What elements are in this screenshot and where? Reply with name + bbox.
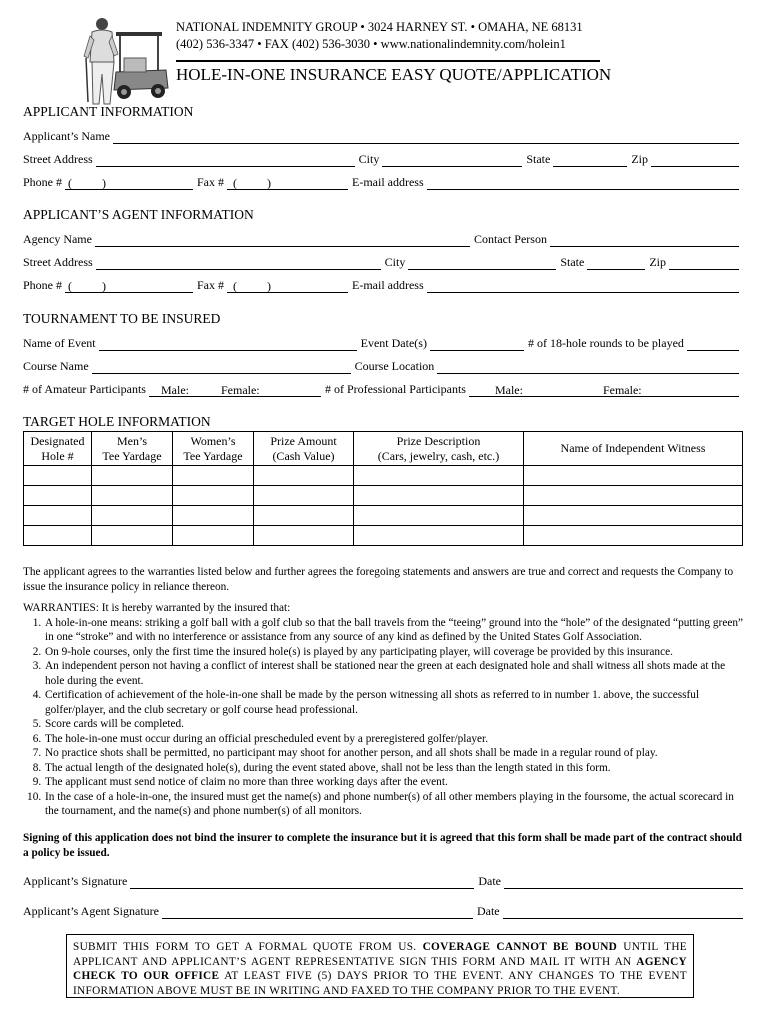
applicant-street-field[interactable]: [96, 154, 355, 167]
warranties-block: [23, 601, 747, 819]
table-row: [24, 466, 743, 486]
applicant-section-heading: APPLICANT INFORMATION: [23, 104, 194, 119]
agent-email-field[interactable]: [427, 280, 739, 293]
agent-state-field[interactable]: [587, 257, 645, 270]
applicant-email-label: E-mail address: [352, 175, 424, 189]
course-row: [23, 358, 743, 374]
col-prize-amount: Prize Amount (Cash Value): [254, 432, 354, 466]
applicant-phone-field[interactable]: ( ): [65, 177, 193, 190]
col-womens-yardage: Women’s Tee Yardage: [173, 432, 254, 466]
applicant-date-field[interactable]: [504, 876, 743, 889]
applicant-email-field[interactable]: [427, 177, 739, 190]
amateur-field[interactable]: [149, 384, 321, 397]
applicant-name-label: Applicant’s Name: [23, 129, 110, 143]
amateur-label: # of Amateur Participants: [23, 382, 146, 396]
course-location-field[interactable]: [437, 361, 739, 374]
course-location-label: Course Location: [354, 359, 435, 373]
warranty-item: 5. Score cards will be completed.: [44, 717, 747, 732]
amateur-female-label: Female:: [220, 383, 260, 397]
warranty-item: 7. No practice shots shall be permitted, no participant may shoot for another person, and all shots shall be made in a regular round of play.: [44, 746, 747, 761]
pro-male-label: Male:: [494, 383, 523, 397]
professional-label: # of Professional Participants: [324, 382, 466, 396]
table-row: [24, 486, 743, 506]
warranty-item: 8. The actual length of the designated hole(s), during the event stated above, shall not be less than the length stated in this form.: [44, 761, 747, 776]
agency-name-label: Agency Name: [23, 232, 92, 246]
agent-email-label: E-mail address: [352, 278, 424, 292]
applicant-signature-row: [23, 874, 743, 889]
warranty-item: 9. The applicant must send notice of claim no more than three working days after the event.: [44, 775, 747, 790]
col-mens-yardage: Men’s Tee Yardage: [92, 432, 173, 466]
company-contact: (402) 536-3347 • FAX (402) 536-3030 • www.nationalindemnity.com/holein1: [176, 37, 566, 51]
warranty-item: 10. In the case of a hole-in-one, the insured must get the name(s) and phone number(s) of all other members playing in the foursome, the actual scorecard in the tournament, and the name(s) and phone number(s) of all monitors.: [44, 790, 747, 819]
submit-instructions-box: SUBMIT THIS FORM TO GET A FORMAL QUOTE FROM US. COVERAGE CANNOT BE BOUND UNTIL THE APPLICANT AND APPLICANT’S AGENT REPRESENTATIVE SIGN THIS FORM AND MAIL IT WITH AN AGENCY CHECK TO OUR OFFICE AT LEAST FIVE (5) DAYS PRIOR TO THE EVENT. ANY CHANGES TO THE EVENT INFORMATION ABOVE MUST BE IN WRITING AND FAXED TO THE COMPANY PRIOR TO THE EVENT.: [66, 934, 694, 998]
applicant-state-label: State: [526, 152, 551, 166]
col-prize-description: Prize Description (Cars, jewelry, cash, etc.): [354, 432, 524, 466]
agent-date-label: Date: [476, 904, 500, 918]
golfer-icon: [84, 18, 118, 104]
event-dates-field[interactable]: [430, 338, 524, 351]
agent-signature-row: [23, 904, 743, 919]
agent-street-label: Street Address: [23, 255, 93, 269]
agent-section-heading: APPLICANT’S AGENT INFORMATION: [23, 207, 254, 222]
applicant-state-field[interactable]: [553, 154, 627, 167]
golfer-cart-illustration: [80, 14, 172, 106]
agency-row: [23, 231, 743, 247]
applicant-city-label: City: [358, 152, 380, 166]
warranty-item: 6. The hole-in-one must occur during an official prescheduled event by a preregistered golfer/player.: [44, 732, 747, 747]
table-row: [24, 526, 743, 546]
event-dates-label: Event Date(s): [360, 336, 427, 350]
agent-date-field[interactable]: [503, 906, 743, 919]
warranty-item: 1. A hole-in-one means: striking a golf ball with a golf club so that the ball travels from the “teeing” ground into the “hole” of the designated “putting green” in one “stroke” and with no interference or assistance from any source of any kind as defined by the United States Golf Association.: [44, 616, 747, 645]
golf-cart-icon: [114, 32, 168, 99]
agent-fax-field[interactable]: ( ): [227, 280, 348, 293]
table-row: [24, 506, 743, 526]
event-name-field[interactable]: [99, 338, 357, 351]
agent-signature-field[interactable]: [162, 906, 473, 919]
amateur-male-label: Male:: [160, 383, 189, 397]
agent-state-label: State: [560, 255, 585, 269]
agent-zip-field[interactable]: [669, 257, 739, 270]
target-hole-table: [23, 431, 743, 546]
agent-street-field[interactable]: [96, 257, 381, 270]
applicant-zip-field[interactable]: [651, 154, 739, 167]
contact-person-field[interactable]: [550, 234, 739, 247]
col-designated-hole: Designated Hole #: [24, 432, 92, 466]
agent-city-field[interactable]: [408, 257, 556, 270]
applicant-city-field[interactable]: [382, 154, 522, 167]
event-name-label: Name of Event: [23, 336, 96, 350]
company-address: NATIONAL INDEMNITY GROUP • 3024 HARNEY ST. • OMAHA, NE 68131: [176, 20, 583, 34]
event-row: [23, 335, 743, 351]
warranty-item: 3. An independent person not having a conflict of interest shall be stationed near the green at each designated hole and shall witness all shots made at the hole during the event.: [44, 659, 747, 688]
applicant-signature-field[interactable]: [130, 876, 474, 889]
tournament-section-heading: TOURNAMENT TO BE INSURED: [23, 311, 221, 326]
course-name-label: Course Name: [23, 359, 89, 373]
agent-city-label: City: [384, 255, 406, 269]
target-section-heading: TARGET HOLE INFORMATION: [23, 414, 211, 429]
applicant-date-label: Date: [478, 874, 501, 888]
agent-fax-label: Fax #: [197, 278, 224, 292]
agent-zip-label: Zip: [649, 255, 666, 269]
header-rule: [176, 60, 600, 62]
agent-phone-field[interactable]: ( ): [65, 280, 193, 293]
rounds-label: # of 18-hole rounds to be played: [527, 336, 684, 350]
warranties-intro: WARRANTIES: It is hereby warranted by the insured that:: [23, 602, 291, 614]
contact-person-label: Contact Person: [473, 232, 547, 246]
signing-note: Signing of this application does not bind the insurer to complete the insurance but it is agreed that this form shall be made part of the contract should a policy be issued.: [23, 832, 742, 859]
applicant-name-row: [23, 128, 743, 144]
agent-signature-label: Applicant’s Agent Signature: [23, 904, 159, 918]
agent-phone-row: [23, 277, 743, 293]
applicant-street-label: Street Address: [23, 152, 93, 166]
pro-female-label: Female:: [602, 383, 642, 397]
coverage-warning: COVERAGE CANNOT BE BOUND: [422, 941, 618, 953]
agency-check-note: AGENCY CHECK TO OUR OFFICE: [73, 955, 687, 982]
applicant-name-field[interactable]: [113, 131, 739, 144]
applicant-zip-label: Zip: [631, 152, 648, 166]
applicant-phone-row: [23, 174, 743, 190]
applicant-signature-label: Applicant’s Signature: [23, 874, 128, 888]
applicant-phone-label: Phone #: [23, 175, 62, 189]
page-title: HOLE-IN-ONE INSURANCE EASY QUOTE/APPLICATION: [176, 65, 612, 84]
course-name-field[interactable]: [92, 361, 351, 374]
warranties-list: [23, 616, 747, 819]
professional-field[interactable]: [469, 384, 739, 397]
table-header-row: [24, 432, 743, 466]
participants-row: [23, 381, 743, 397]
warranty-item: 2. On 9-hole courses, only the first time the insured hole(s) is played by any participating player, will coverage be provided by this insurance.: [44, 645, 747, 660]
agency-name-field[interactable]: [95, 234, 470, 247]
rounds-field[interactable]: [687, 338, 739, 351]
agreement-text: The applicant agrees to the warranties listed below and further agrees the foregoing statements and answers are true and correct and requests the Company to issue the insurance policy in reliance thereon.: [23, 566, 734, 593]
col-witness-name: Name of Independent Witness: [524, 432, 743, 466]
applicant-address-row: [23, 151, 743, 167]
agent-phone-label: Phone #: [23, 278, 62, 292]
applicant-fax-field[interactable]: ( ): [227, 177, 348, 190]
warranty-item: 4. Certification of achievement of the hole-in-one shall be made by the person witnessing all shots as referred to in number 1. above, the successful golfer/player, and the club secretary or golf course head professional.: [44, 688, 747, 717]
applicant-fax-label: Fax #: [197, 175, 224, 189]
agent-address-row: [23, 254, 743, 270]
